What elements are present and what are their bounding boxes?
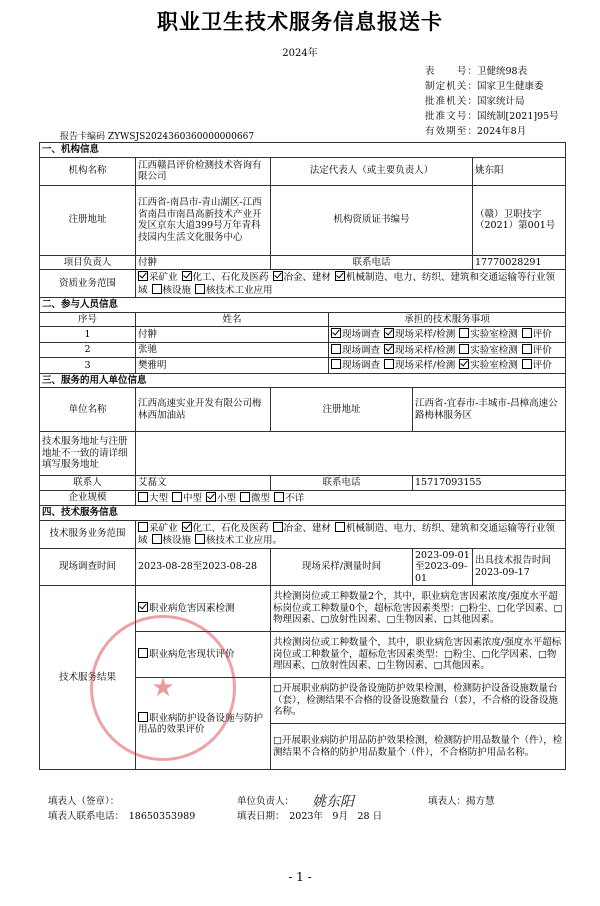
- meta-value: 2024年8月: [477, 126, 527, 137]
- result-type-label: 职业病防护设备设施与防护用品的效果评价: [138, 712, 264, 735]
- checkbox-label: 评价: [532, 329, 552, 340]
- unchecked-box-icon: [195, 534, 205, 544]
- unchecked-box-icon: [274, 492, 284, 502]
- checkbox-item: [273, 272, 332, 283]
- checkbox-label: 机械制造、电力、纺织、建筑和交通运输等行业领域: [138, 272, 556, 296]
- col-no: 序号: [40, 312, 136, 327]
- addr-value: 江西省-南昌市-青山湖区-江西省南昌市南昌高新技术产业开发区京东大道399号万年青科技园内生活文化服务中心: [136, 185, 271, 255]
- checkbox-item: [384, 329, 455, 340]
- checked-box-icon: [331, 328, 341, 338]
- checkbox-item: [138, 272, 178, 283]
- person-items: [329, 358, 566, 374]
- checked-box-icon: [384, 344, 394, 354]
- checkbox-item: [138, 523, 178, 534]
- checkbox-item: [331, 345, 380, 356]
- size-label: 企业规模: [40, 490, 136, 506]
- checkbox-label: 冶金、建材: [283, 522, 332, 534]
- meta-value: 国家统计局: [477, 96, 525, 107]
- unchecked-box-icon: [522, 359, 532, 369]
- checkbox-label: 评价: [532, 344, 552, 356]
- phone-value: 17770028291: [473, 255, 566, 270]
- leader-label: 项目负责人: [40, 255, 136, 270]
- checkbox-label: 化工、石化及医药: [192, 272, 269, 283]
- checkbox-item: [182, 272, 269, 283]
- checked-box-icon: [459, 359, 469, 369]
- org-name: 江西赣昌评价检测技术咨询有限公司: [136, 157, 271, 185]
- result-text: 共检测岗位或工种数量个，其中，职业病危害因素浓度/强度水平超标岗位或工种数量个，超标危害因素类型：□粉尘、□化学因素、□物理因素、□放射性因素、□生物因素、□其他因素。: [271, 632, 566, 678]
- checkbox-item: [182, 523, 269, 534]
- section-1-header: 一、机构信息: [40, 143, 566, 158]
- person-no: 1: [40, 327, 136, 343]
- checkbox-label: 现场采样/检测: [395, 344, 456, 356]
- person-items: [329, 342, 566, 358]
- checkbox-item: [195, 285, 273, 296]
- person-items: [329, 327, 566, 343]
- meta-row: [425, 64, 559, 79]
- checkbox-item: [384, 345, 455, 356]
- result-label: 技术服务结果: [40, 586, 136, 770]
- unchecked-box-icon: [331, 344, 341, 354]
- table-row: [40, 342, 566, 358]
- meta-row: [425, 124, 559, 139]
- diff-value: [136, 432, 566, 476]
- checkbox-item: [384, 360, 455, 371]
- result-text: □开展职业病防护用品防护效果检测，检测防护用品数量个（件），检测结果不合格的防护用品数量个（件），不合格防护用品名称。: [271, 724, 566, 770]
- meta-row: [425, 109, 559, 124]
- page-number: - 1 -: [288, 870, 312, 884]
- checkbox-item: [240, 493, 270, 504]
- unchecked-box-icon: [138, 492, 148, 502]
- cert-label: 机构资质证书编号: [271, 185, 473, 255]
- unit-leader: 单位负责人：: [237, 796, 295, 807]
- checkbox-item: [331, 329, 380, 340]
- filler-phone: 填表人联系电话： 18650353989: [48, 811, 196, 822]
- meta-value: 国家卫生健康委: [477, 81, 544, 92]
- checkbox-item: [195, 535, 282, 546]
- reg-label: 注册地址: [271, 388, 413, 432]
- unchecked-box-icon: [273, 522, 283, 532]
- table-row: [40, 358, 566, 374]
- leader-value: 付翀: [136, 255, 271, 270]
- checkbox-label: 不详: [285, 492, 305, 504]
- checkbox-label: 化工、石化及医药: [192, 522, 269, 534]
- legal-value: 姚东阳: [473, 157, 566, 185]
- org-name-label: 机构名称: [40, 157, 136, 185]
- checkbox-label: 核设施: [162, 284, 192, 296]
- section-3-header: 三、服务的用人单位信息: [40, 373, 566, 388]
- checkbox-item: [138, 493, 168, 504]
- col-name: 姓名: [136, 312, 329, 327]
- person-name: 樊雅明: [136, 358, 329, 374]
- checkbox-label: 实验室检测: [470, 360, 518, 371]
- unit-label: 单位名称: [40, 388, 136, 432]
- checkbox-label: 中型: [183, 492, 203, 504]
- checked-box-icon: [273, 271, 283, 281]
- checked-box-icon: [138, 271, 148, 281]
- checkbox-label: 现场调查: [342, 329, 381, 340]
- checkbox-item: [459, 345, 518, 356]
- unit-value: 江西高速实业开发有限公司梅林西加油站: [136, 388, 271, 432]
- checkbox-label: 大型: [149, 492, 169, 504]
- checkbox-item: [522, 345, 552, 356]
- meta-value: 卫健统98表: [477, 66, 528, 77]
- addr-label: 注册地址: [40, 185, 136, 255]
- sample-label: 现场采样/测量时间: [271, 548, 413, 586]
- checkbox-label: 实验室检测: [470, 344, 518, 356]
- meta-value: 国统制[2021]95号: [477, 111, 559, 122]
- meta-row: [425, 79, 559, 94]
- report-cell: [473, 548, 566, 586]
- contact-label: 联系人: [40, 476, 136, 491]
- filler-name: 填表人：揭方慧: [428, 796, 495, 807]
- service-scope-checks: [136, 520, 566, 548]
- fill-date: 填表日期： 2023年 9月 28 日: [237, 811, 383, 822]
- checkbox-label: 核设施: [162, 535, 192, 546]
- year: 2024年: [282, 48, 318, 59]
- checked-box-icon: [206, 492, 216, 502]
- col-items: 承担的技术服务事项: [329, 312, 566, 327]
- contact-value: 艾磊文: [136, 476, 271, 491]
- size-checks: [136, 490, 566, 506]
- checkbox-label: 现场采样/检测: [395, 329, 456, 340]
- checked-box-icon: [182, 522, 192, 532]
- result-type-label: 职业病危害因素检测: [149, 603, 235, 615]
- table-row: [40, 327, 566, 343]
- unchecked-box-icon: [335, 522, 345, 532]
- section-2-header: 二、参与人员信息: [40, 298, 566, 313]
- unchecked-box-icon: [172, 492, 182, 502]
- checkbox-label: 核技术工业应用。: [206, 535, 283, 546]
- checkbox-item: [522, 360, 552, 371]
- checked-box-icon: [335, 271, 345, 281]
- checked-box-icon: [182, 271, 192, 281]
- unchecked-box-icon: [240, 492, 250, 502]
- filler-sign: 填表人（签章）：: [48, 796, 120, 807]
- page-title: 职业卫生技术服务信息报送卡: [157, 10, 443, 34]
- unchecked-box-icon: [522, 328, 532, 338]
- unchecked-box-icon: [384, 359, 394, 369]
- service-scope-label: 技术服务业务范围: [40, 520, 136, 548]
- person-name: 张驰: [136, 342, 329, 358]
- unchecked-box-icon: [152, 534, 162, 544]
- unchecked-box-icon: [331, 359, 341, 369]
- checkbox-label: 评价: [532, 360, 552, 371]
- meta-key: 有效期至：: [425, 126, 477, 137]
- unchecked-box-icon: [522, 344, 532, 354]
- checkbox-item: [273, 523, 332, 534]
- unchecked-box-icon: [459, 328, 469, 338]
- checkbox-label: 微型: [251, 492, 271, 504]
- result-type-label: 职业病危害现状评价: [149, 649, 235, 661]
- form-meta: [425, 64, 559, 139]
- meta-key: 制定机关：: [425, 81, 477, 92]
- survey-label: 现场调查时间: [40, 548, 136, 586]
- meta-key: 批准机关：: [425, 96, 477, 107]
- checkbox-label: 现场调查: [342, 344, 381, 356]
- unchecked-box-icon: [195, 284, 205, 294]
- result-text: 共检测岗位或工种数量2个，其中，职业病危害因素浓度/强度水平超标岗位或工种数量0个，超标危害因素类型：□粉尘、□化学因素、□物理因素、□放射性因素、□生物因素、□其他因素。: [271, 586, 566, 632]
- report-code: 报告卡编码 ZYWSJS2024360360000000667: [60, 132, 255, 142]
- checkbox-label: 核技术工业应用: [206, 284, 273, 296]
- checkbox-item: [172, 493, 202, 504]
- checked-box-icon: [384, 328, 394, 338]
- checkbox-label: 机械制造、电力、纺织、建筑和交通运输等行业领域: [138, 522, 556, 546]
- person-name: 付翀: [136, 327, 329, 343]
- checkbox-label: 采矿业: [149, 272, 178, 283]
- report-label: 出具技术报告时间: [475, 555, 552, 567]
- diff-label: 技术服务地址与注册地址不一致的请详细填写服务地址: [40, 432, 136, 476]
- checkbox-item: [522, 329, 552, 340]
- unchecked-box-icon: [152, 284, 162, 294]
- checked-box-icon: [138, 602, 148, 612]
- result-text: □开展职业病防护设备设施防护效果检测，检测防护设备设施数量台（套），检测结果不合格的设备设施数量台（套），不合格的设备设施名称。: [271, 678, 566, 724]
- legal-label: 法定代表人（或主要负责人）: [271, 157, 473, 185]
- checkbox-item: [152, 285, 192, 296]
- unchecked-box-icon: [138, 522, 148, 532]
- leader-signature: 姚东阳: [312, 794, 354, 810]
- sample-value: 2023-09-01至2023-09-01: [413, 548, 473, 586]
- meta-key: 批准文号：: [425, 111, 477, 122]
- reg-value: 江西省-宜春市-丰城市-昌樟高速公路梅林服务区: [413, 388, 566, 432]
- checkbox-item: [459, 329, 518, 340]
- unit-phone-label: 联系电话: [271, 476, 413, 491]
- official-seal: ★: [90, 615, 236, 761]
- section-4-header: 四、技术服务信息: [40, 506, 566, 521]
- scope-checks: [136, 270, 566, 298]
- checkbox-label: 采矿业: [149, 522, 178, 534]
- checkbox-item: [206, 493, 236, 504]
- checkbox-label: 现场采样/检测: [395, 360, 456, 371]
- unit-phone-value: 15717093155: [413, 476, 566, 491]
- scope-label: 资质业务范围: [40, 270, 136, 298]
- meta-row: [425, 94, 559, 109]
- checkbox-item: [331, 360, 380, 371]
- checkbox-item: [152, 535, 192, 546]
- person-no: 3: [40, 358, 136, 374]
- checkbox-label: 实验室检测: [470, 329, 518, 340]
- checkbox-item: [274, 493, 304, 504]
- unchecked-box-icon: [459, 344, 469, 354]
- checkbox-label: 冶金、建材: [283, 272, 332, 283]
- checkbox-label: 现场调查: [342, 360, 381, 371]
- cert-value: （赣）卫职技字（2021）第001号: [473, 185, 566, 255]
- survey-value: 2023-08-28至2023-08-28: [136, 548, 271, 586]
- meta-key: 表 号：: [425, 66, 477, 77]
- person-no: 2: [40, 342, 136, 358]
- report-value: 2023-09-17: [475, 566, 530, 578]
- phone-label: 联系电话: [271, 255, 473, 270]
- checkbox-label: 小型: [217, 492, 237, 504]
- checkbox-item: [459, 360, 518, 371]
